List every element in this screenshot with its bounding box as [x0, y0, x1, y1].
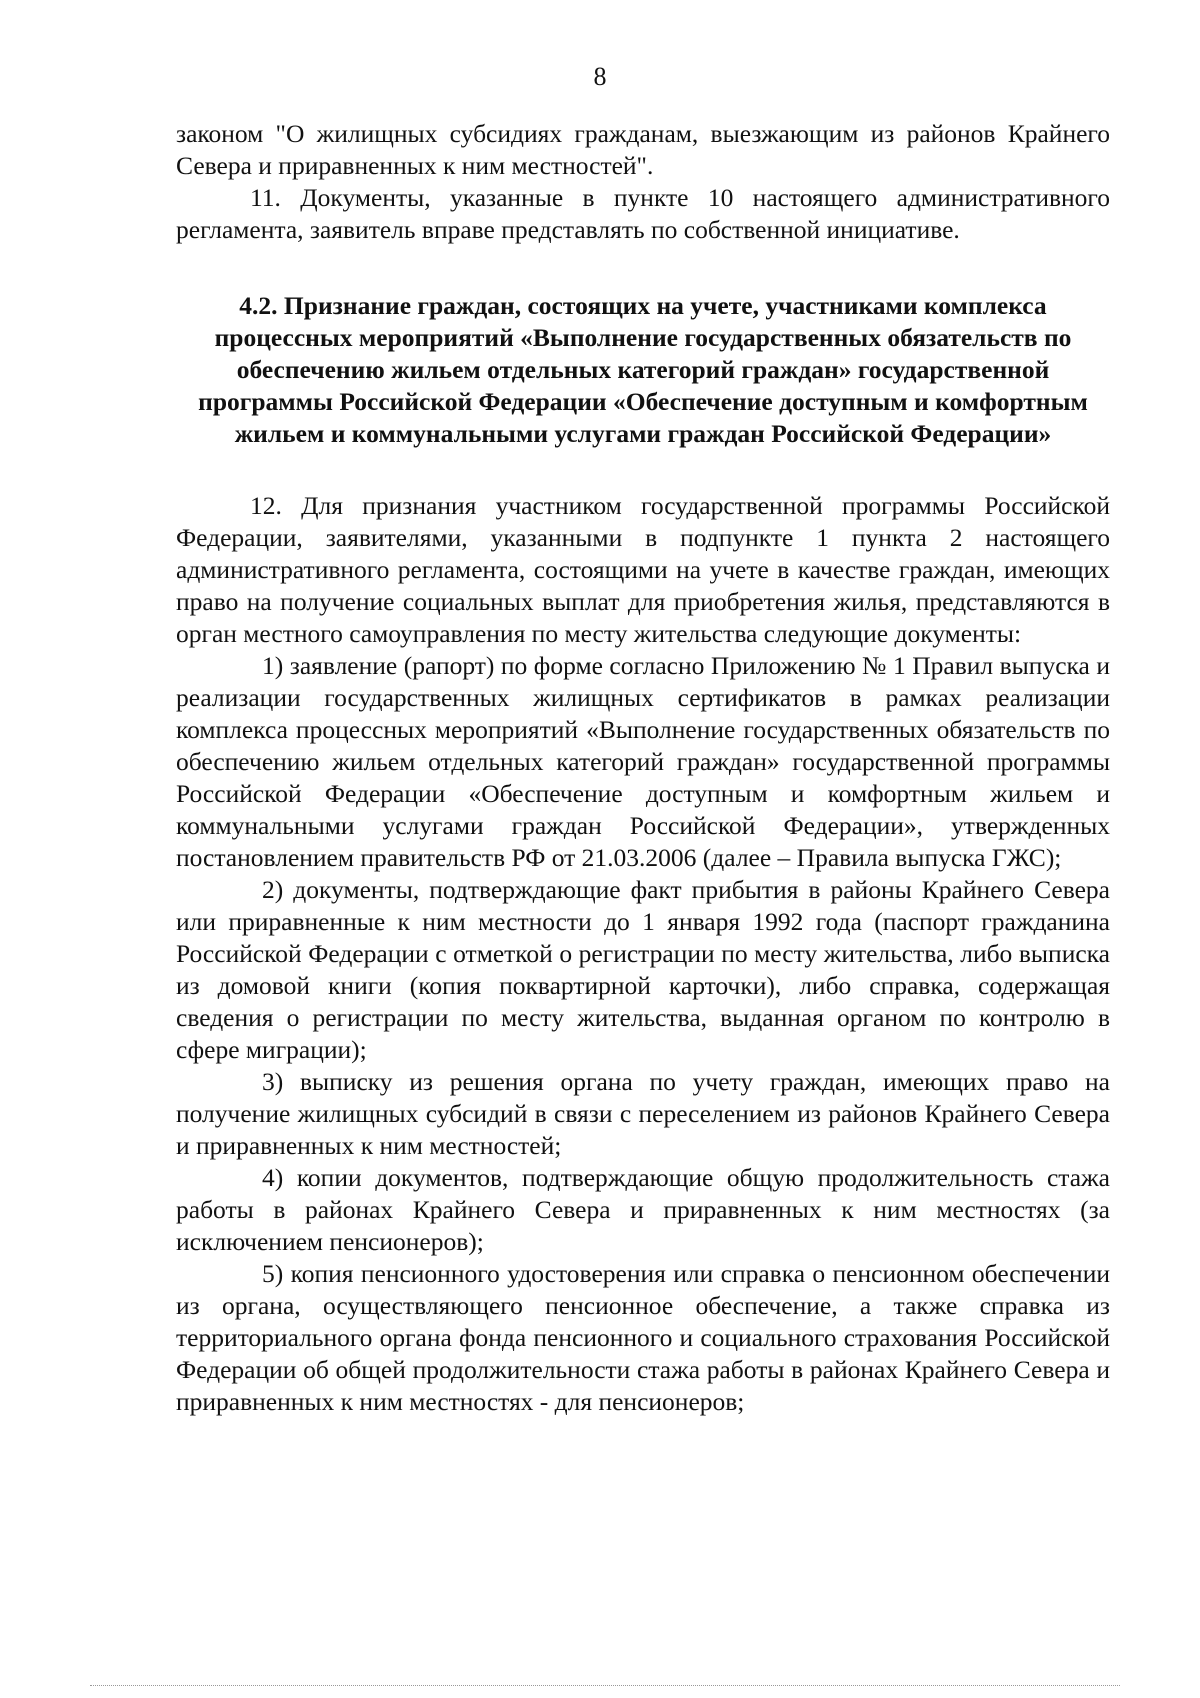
list-item-5: 5) копия пенсионного удостоверения или справка о пенсионном обеспечении из органа, осуществляющего пенсионное обеспечение, а также справка из территориального органа фонда пенсионного и социального страхования Российской Федерации об общей продолжительности стажа работы в районах Крайнего Севера и приравненных к ним местностях - для пенсионеров;: [176, 1259, 1110, 1416]
section-heading-4-2: 4.2. Признание граждан, состоящих на учете, участниками комплекса процессных мероприятий «Выполнение государственных обязательств по обеспечению жильем отдельных категорий граждан» государственной программы Российской Федерации «Обеспечение доступным и комфортным жильем и коммунальными услугами граждан Российской Федерации»: [198, 291, 1088, 448]
page-number: 8: [593, 62, 607, 91]
list-item-1: 1) заявление (рапорт) по форме согласно Приложению № 1 Правил выпуска и реализации государственных жилищных сертификатов в рамках реализации комплекса процессных мероприятий «Выполнение государственных обязательств по обеспечению жильем отдельных категорий граждан» государственной программы Российской Федерации «Обеспечение доступным и комфортным жильем и коммунальными услугами граждан Российской Федерации», утвержденных постановлением правительств РФ от 21.03.2006 (далее – Правила выпуска ГЖС);: [176, 651, 1110, 872]
list-item-3: 3) выписку из решения органа по учету граждан, имеющих право на получение жилищных субсидий в связи с переселением из районов Крайнего Севера и приравненных к ним местностей;: [176, 1067, 1110, 1160]
paragraph-11: 11. Документы, указанные в пункте 10 настоящего административного регламента, заявитель вправе представлять по собственной инициативе.: [176, 183, 1110, 244]
document-body: [176, 118, 1110, 1418]
paragraph-12: 12. Для признания участником государственной программы Российской Федерации, заявителями, указанными в подпункте 1 пункта 2 настоящего административного регламента, состоящими на учете в качестве граждан, имеющих право на получение социальных выплат для приобретения жилья, представляются в орган местного самоуправления по месту жительства следующие документы:: [176, 491, 1110, 648]
scan-edge-line: [90, 1685, 1120, 1686]
list-item-2: 2) документы, подтверждающие факт прибытия в районы Крайнего Севера или приравненные к ним местности до 1 января 1992 года (паспорт гражданина Российской Федерации с отметкой о регистрации по месту жительства, либо выписка из домовой книги (копия поквартирной карточки), либо справка, содержащая сведения о регистрации по месту жительства, выданная органом по контролю в сфере миграции);: [176, 875, 1110, 1064]
paragraph-continuation: законом "О жилищных субсидиях гражданам, выезжающим из районов Крайнего Севера и приравненных к ним местностей".: [176, 119, 1110, 180]
list-item-4: 4) копии документов, подтверждающие общую продолжительность стажа работы в районах Крайнего Севера и приравненных к ним местностях (за исключением пенсионеров);: [176, 1163, 1110, 1256]
